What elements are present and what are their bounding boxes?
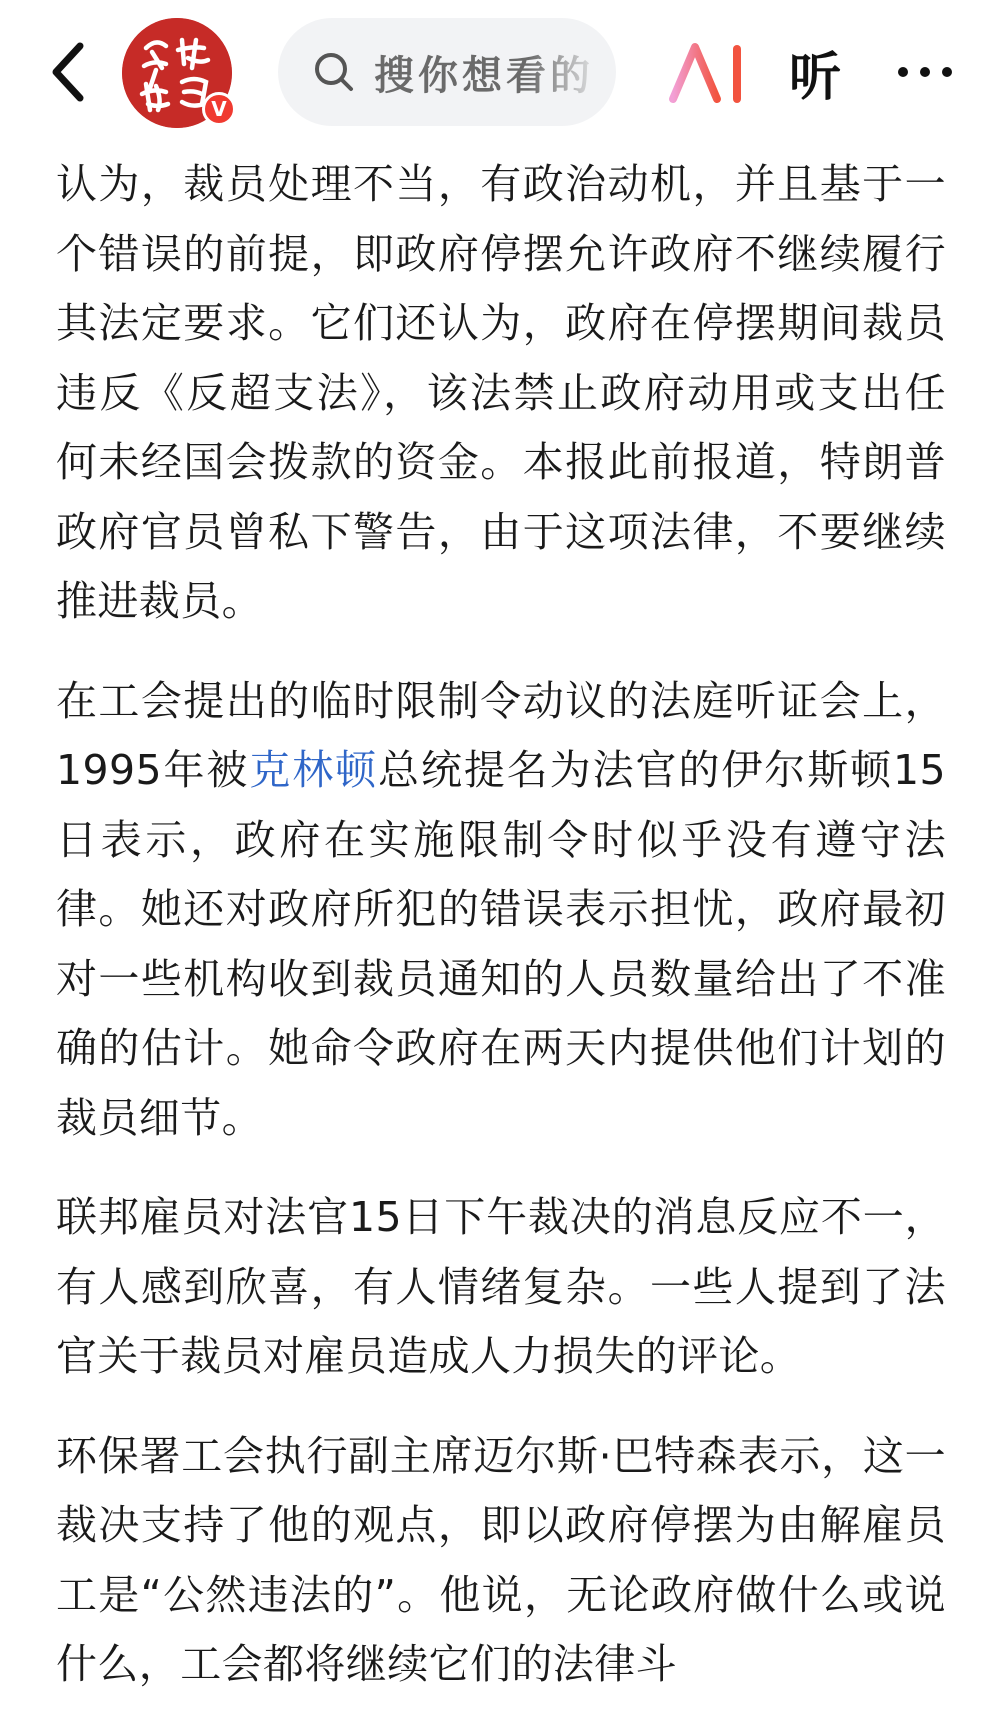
ai-icon bbox=[665, 37, 755, 107]
account-avatar[interactable] bbox=[122, 18, 232, 128]
search-placeholder: 搜你想看的 bbox=[374, 44, 594, 101]
back-button[interactable] bbox=[40, 36, 96, 108]
article-paragraph: 认为，裁员处理不当，有政治动机，并且基于一个错误的前提，即政府停摆允许政府不继续履行其法定要求。它们还认为，政府在停摆期间裁员违反《反超支法》，该法禁止政府动用或支出任何未经国会拨款的资金。本报此前报道，特朗普政府官员曾私下警告，由于这项法律，不要继续推进裁员。 bbox=[56, 160, 946, 625]
more-button[interactable] bbox=[880, 30, 970, 114]
chevron-left-icon bbox=[48, 40, 88, 104]
search-icon bbox=[312, 50, 356, 94]
article-paragraph: 环保署工会执行副主席迈尔斯·巴特森表示，这一裁决支持了他的观点，即以政府停摆为由解雇员工是“公然违法的”。他说，无论政府做什么或说什么，工会都将继续它们的法律斗 bbox=[56, 1431, 946, 1688]
article-paragraph bbox=[56, 667, 946, 1154]
verified-badge: V bbox=[202, 92, 236, 126]
article-body bbox=[56, 150, 946, 1730]
article-paragraph: 联邦雇员对法官15日下午裁决的消息反应不一，有人感到欣喜，有人情绪复杂。一些人提到了法官关于裁员对雇员造成人力损失的评论。 bbox=[56, 1193, 946, 1380]
top-bar bbox=[0, 0, 986, 150]
paragraph-text: 在工会提出的临时限制令动议的法庭听证会上，1995年被 bbox=[56, 676, 946, 794]
entity-link-clinton[interactable]: 克林顿 bbox=[249, 746, 379, 794]
search-input[interactable] bbox=[278, 18, 616, 126]
more-dots-icon bbox=[895, 64, 955, 80]
ai-button[interactable] bbox=[660, 30, 760, 114]
listen-button[interactable]: 听 bbox=[788, 47, 841, 108]
paragraph-text: 总统提名为法官的伊尔斯顿15日表示，政府在实施限制令时似乎没有遵守法律。她还对政府所犯的错误表示担忧，政府最初对一些机构收到裁员通知的人员数量给出了不准确的估计。她命令政府在两天内提供他们计划的裁员细节。 bbox=[56, 746, 946, 1142]
